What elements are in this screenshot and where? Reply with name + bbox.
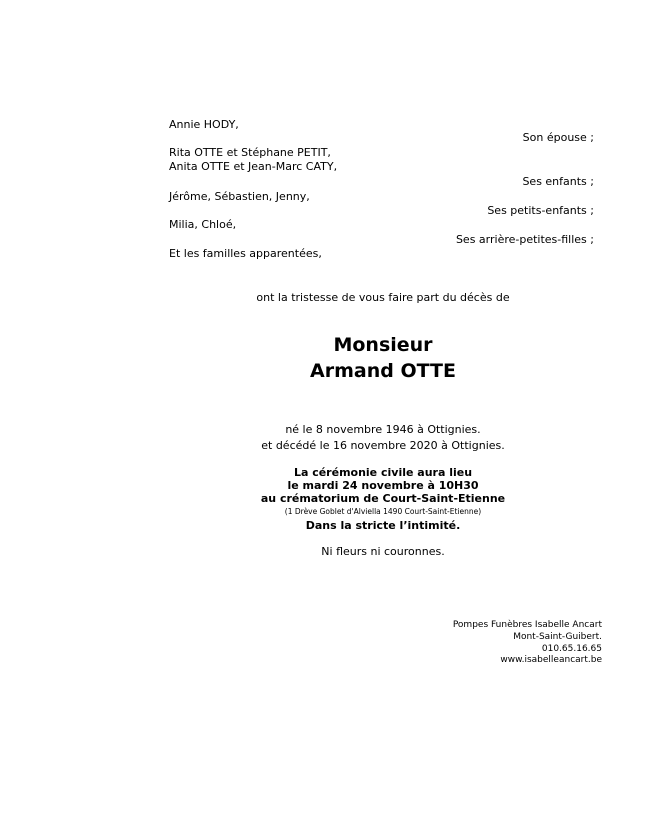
- funeral-home-city: Mont-Saint-Guibert.: [513, 632, 602, 642]
- child-1: Rita OTTE et Stéphane PETIT,: [169, 146, 331, 159]
- ceremony-line-1: La cérémonie civile aura lieu: [293, 466, 473, 479]
- relatives: Et les familles apparentées,: [169, 247, 322, 260]
- child-2: Anita OTTE et Jean-Marc CATY,: [169, 160, 338, 173]
- great-grandchildren: Milia, Chloé,: [169, 218, 237, 231]
- wife-name: Annie HODY,: [169, 118, 239, 131]
- funeral-home-name: Pompes Funèbres Isabelle Ancart: [452, 620, 602, 630]
- funeral-home-phone: 010.65.16.65: [541, 644, 602, 654]
- ceremony-line-2: le mardi 24 novembre à 10H30: [287, 479, 479, 492]
- intimacy-note: Dans la stricte l’intimité.: [305, 519, 461, 532]
- great-grandchildren-role: Ses arrière-petites-filles ;: [455, 233, 594, 246]
- wife-role: Son épouse ;: [522, 131, 594, 144]
- ceremony-line-3: au crématorium de Court-Saint-Etienne: [260, 492, 506, 505]
- children-role: Ses enfants ;: [522, 175, 594, 188]
- deceased-title: Monsieur: [333, 334, 433, 356]
- announcement: ont la tristesse de vous faire part du décès de: [256, 291, 510, 304]
- flowers-note: Ni fleurs ni couronnes.: [321, 545, 445, 558]
- funeral-home-website: www.isabelleancart.be: [500, 655, 602, 665]
- grandchildren-role: Ses petits-enfants ;: [487, 204, 594, 217]
- grandchildren: Jérôme, Sébastien, Jenny,: [169, 190, 310, 203]
- birth-line: né le 8 novembre 1946 à Ottignies.: [285, 423, 481, 436]
- crematorium-address: (1 Drève Goblet d'Alviella 1490 Court-Saint-Etienne): [284, 507, 482, 516]
- deceased-name: Armand OTTE: [310, 360, 456, 382]
- death-line: et décédé le 16 novembre 2020 à Ottignies.: [261, 439, 505, 452]
